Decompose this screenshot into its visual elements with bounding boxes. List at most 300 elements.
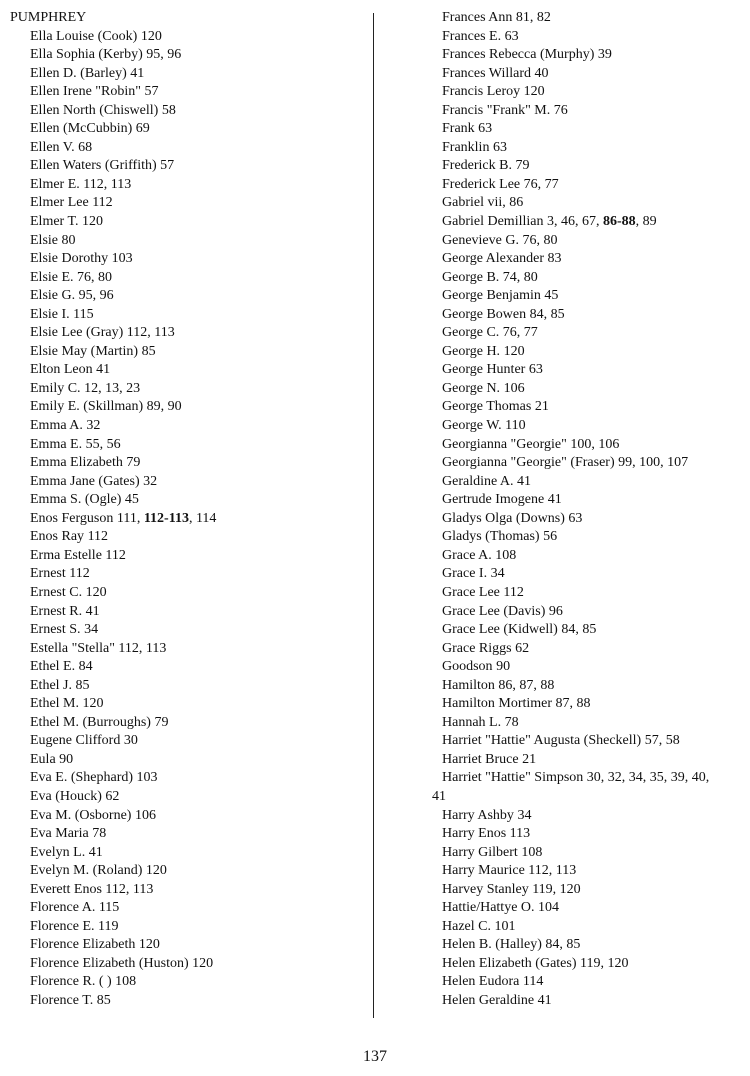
entry-pages: 57 <box>144 84 159 100</box>
index-entry <box>10 343 362 362</box>
index-entry <box>422 324 746 343</box>
index-entry <box>422 862 746 881</box>
entry-name: Helen Elizabeth (Gates) <box>442 955 577 971</box>
entry-name: Helen Eudora <box>442 974 520 990</box>
entry-name: Ellen (McCubbin) <box>30 121 133 137</box>
entry-name: Elsie Lee (Gray) <box>30 325 124 341</box>
entry-name: George Thomas <box>442 399 532 415</box>
entry-pages: 80 <box>61 232 76 248</box>
entry-name: Evelyn M. (Roland) <box>30 863 143 879</box>
index-entry <box>10 844 362 863</box>
entry-name: George Benjamin <box>442 288 541 304</box>
index-entry <box>422 547 746 566</box>
entry-name: Eugene Clifford <box>30 733 121 749</box>
index-entry <box>10 714 362 733</box>
index-entry <box>10 825 362 844</box>
index-entry <box>10 603 362 622</box>
entry-pages: 120 <box>145 863 167 879</box>
entry-pages: 83 <box>547 251 562 267</box>
index-entry <box>422 232 746 251</box>
entry-name: Harriet Bruce <box>442 751 519 767</box>
entry-name: George C. <box>442 325 500 341</box>
entry-pages: 99, 100, 107 <box>618 455 689 471</box>
entry-name: Elmer T. <box>30 214 79 230</box>
entry-pages: 41 <box>88 844 103 860</box>
entry-name: Ernest <box>30 566 66 582</box>
entry-pages: 79 <box>154 714 169 730</box>
entry-pages: 112 <box>69 566 90 582</box>
entry-pages: 96 <box>548 603 563 619</box>
entry-pages: 100, 106 <box>570 436 620 452</box>
index-entry <box>422 881 746 900</box>
entry-name: Goodson <box>442 659 493 675</box>
entry-pages: 87, 88 <box>555 696 591 712</box>
entry-name: Harvey Stanley <box>442 881 529 897</box>
index-entry <box>422 46 746 65</box>
entry-pages: 115 <box>98 900 120 916</box>
index-entry <box>422 732 746 751</box>
index-entry <box>10 992 362 1011</box>
entry-name: Helen B. (Halley) <box>442 937 542 953</box>
entry-pages: 120 <box>85 584 107 600</box>
entry-pages: 84, 85 <box>545 937 581 953</box>
entry-name: Frances Rebecca (Murphy) <box>442 47 595 63</box>
entry-name: Florence A. <box>30 900 96 916</box>
entry-pages: 45 <box>124 492 139 508</box>
index-entry <box>10 491 362 510</box>
index-entry <box>10 936 362 955</box>
index-entry <box>10 65 362 84</box>
entry-pages: 112, 113 <box>118 640 167 656</box>
index-entry <box>10 918 362 937</box>
index-entry <box>10 436 362 455</box>
entry-name: Frances Willard <box>442 65 531 81</box>
entry-pages: 30 <box>123 733 138 749</box>
index-entry <box>422 120 746 139</box>
entry-pages: 89, 90 <box>146 399 182 415</box>
index-entry <box>422 102 746 121</box>
entry-name: Hannah L. <box>442 714 502 730</box>
entry-pages: 62 <box>515 640 530 656</box>
entry-name: Francis Leroy <box>442 84 521 100</box>
index-entry <box>422 677 746 696</box>
entry-pages: 112, 113 <box>105 881 154 897</box>
entry-name: Elsie Dorothy <box>30 251 109 267</box>
entry-name: Genevieve G. <box>442 232 519 248</box>
entry-pages: 120 <box>138 937 160 953</box>
index-entry <box>422 769 746 788</box>
entry-name: Elsie May (Martin) <box>30 343 139 359</box>
entry-name: Elsie I. <box>30 306 70 322</box>
index-entry <box>10 213 362 232</box>
entry-pages: 21 <box>534 399 549 415</box>
entry-pages: 63 <box>492 139 507 155</box>
entry-name: Frances E. <box>442 28 502 44</box>
index-entry <box>422 695 746 714</box>
entry-pages: 32 <box>143 473 158 489</box>
entry-pages: 112, 113 <box>126 325 175 341</box>
entry-pages: 76, 80 <box>522 232 558 248</box>
index-entry <box>10 380 362 399</box>
entry-name: George Hunter <box>442 362 526 378</box>
entry-pages: 114 <box>522 974 544 990</box>
entry-pages: 90 <box>59 751 74 767</box>
entry-pages: 120 <box>81 214 103 230</box>
index-entry <box>10 973 362 992</box>
index-entry <box>10 324 362 343</box>
entry-name: Grace A. <box>442 547 492 563</box>
index-entry <box>422 640 746 659</box>
entry-pages: 103 <box>111 251 133 267</box>
index-entry <box>10 584 362 603</box>
index-entry <box>422 565 746 584</box>
index-entry <box>422 398 746 417</box>
index-entry <box>10 955 362 974</box>
entry-pages: 58 <box>161 102 176 118</box>
entry-name: Emma Elizabeth <box>30 455 123 471</box>
entry-pages: 111, <box>116 510 141 526</box>
index-entry <box>422 306 746 325</box>
entry-name: Ellen D. (Barley) <box>30 65 127 81</box>
index-column-right <box>422 9 746 1011</box>
entry-name: Frederick Lee <box>442 176 521 192</box>
entry-pages: 3, 46, 67, <box>546 214 600 230</box>
index-entry <box>422 491 746 510</box>
entry-name: Hamilton <box>442 677 495 693</box>
entry-name: Ellen Waters (Griffith) <box>30 158 157 174</box>
entry-name: Emily E. (Skillman) <box>30 399 144 415</box>
entry-pages: 112 <box>503 584 524 600</box>
entry-pages: 55, 56 <box>85 436 121 452</box>
index-entry <box>10 862 362 881</box>
entry-pages: 41 <box>96 362 111 378</box>
entry-pages: 110 <box>505 418 526 434</box>
entry-name: Francis "Frank" M. <box>442 102 551 118</box>
entry-pages: 112, 113 <box>528 863 577 879</box>
entry-pages: 45 <box>544 288 559 304</box>
entry-pages-bold: 86-88 <box>602 214 636 230</box>
entry-pages: 95, 96 <box>146 47 182 63</box>
entry-name: Elsie <box>30 232 58 248</box>
entry-pages: 41 <box>517 473 532 489</box>
entry-pages: 103 <box>136 770 158 786</box>
entry-name: Ella Sophia (Kerby) <box>30 47 143 63</box>
index-entry <box>422 528 746 547</box>
entry-name: Emily C. <box>30 380 81 396</box>
entry-pages: 63 <box>478 121 493 137</box>
index-entry <box>422 658 746 677</box>
entry-pages-after: , 89 <box>635 214 657 230</box>
entry-name: Eula <box>30 751 56 767</box>
index-entry <box>422 973 746 992</box>
entry-pages: 120 <box>523 84 545 100</box>
entry-pages: 41 <box>130 65 145 81</box>
entry-pages: 63 <box>568 510 583 526</box>
column-divider <box>373 13 374 1018</box>
entry-pages: 112 <box>92 195 113 211</box>
entry-pages: 84, 85 <box>529 306 565 322</box>
entry-pages: 106 <box>134 807 156 823</box>
index-entry <box>10 102 362 121</box>
entry-name: Florence Elizabeth (Huston) <box>30 955 189 971</box>
entry-pages: 85 <box>96 992 111 1008</box>
entry-name: Emma S. (Ogle) <box>30 492 122 508</box>
entry-name: Hattie/Hattye O. <box>442 900 535 916</box>
index-heading: PUMPHREY <box>10 10 87 25</box>
entry-name: Elsie G. <box>30 288 76 304</box>
entry-pages: 84 <box>78 659 93 675</box>
index-entry-continuation: 41 <box>432 788 446 804</box>
index-entry <box>422 343 746 362</box>
index-entry <box>10 28 362 47</box>
entry-name: Elsie E. <box>30 269 74 285</box>
entry-name: Harry Enos <box>442 826 507 842</box>
index-entry <box>10 547 362 566</box>
entry-name: Ethel M. <box>30 696 79 712</box>
entry-pages: 34 <box>490 566 505 582</box>
index-entry <box>10 899 362 918</box>
entry-pages: 120 <box>503 343 525 359</box>
entry-name: Gabriel Demillian <box>442 214 544 230</box>
entry-name: Franklin <box>442 139 490 155</box>
entry-name: Enos Ray <box>30 529 85 545</box>
entry-name: Hazel C. <box>442 918 491 934</box>
entry-name: Ernest C. <box>30 584 83 600</box>
entry-name: Grace Riggs <box>442 640 512 656</box>
entry-name: George Alexander <box>442 251 544 267</box>
entry-pages: 86, 87, 88 <box>498 677 555 693</box>
entry-pages: 76, 80 <box>77 269 113 285</box>
entry-pages: 76, 77 <box>502 325 538 341</box>
entry-pages: 90 <box>496 659 511 675</box>
entry-pages: 57 <box>160 158 175 174</box>
entry-pages: 119, 120 <box>532 881 581 897</box>
index-entry <box>422 603 746 622</box>
entry-pages: 76 <box>553 102 568 118</box>
index-entry <box>422 825 746 844</box>
index-entry <box>10 306 362 325</box>
entry-pages: 32 <box>86 418 101 434</box>
index-entry <box>10 454 362 473</box>
index-entry <box>422 454 746 473</box>
entry-pages: 34 <box>517 807 532 823</box>
entry-name: Florence R. ( ) <box>30 974 112 990</box>
entry-name: Ellen North (Chiswell) <box>30 102 159 118</box>
entry-name: Harry Gilbert <box>442 844 518 860</box>
index-entry <box>10 417 362 436</box>
index-entry <box>10 732 362 751</box>
entry-pages: 78 <box>504 714 519 730</box>
entry-pages: 119, 120 <box>580 955 629 971</box>
entry-name: George Bowen <box>442 306 527 322</box>
entry-pages: 108 <box>115 974 137 990</box>
index-entry <box>422 714 746 733</box>
index-entry <box>422 621 746 640</box>
index-entry <box>10 788 362 807</box>
index-entry <box>10 528 362 547</box>
index-entry <box>10 139 362 158</box>
entry-pages: 120 <box>192 955 214 971</box>
index-entry <box>422 287 746 306</box>
index-entry <box>422 157 746 176</box>
entry-name: George N. <box>442 380 501 396</box>
index-entry <box>10 565 362 584</box>
entry-name: Elmer Lee <box>30 195 89 211</box>
entry-name: Gertrude Imogene <box>442 492 545 508</box>
index-column-left <box>10 9 362 1011</box>
entry-pages: 57, 58 <box>644 733 680 749</box>
entry-name: Ernest R. <box>30 603 83 619</box>
index-entry <box>422 918 746 937</box>
index-entry <box>422 176 746 195</box>
entry-name: Helen Geraldine <box>442 992 535 1008</box>
index-entry <box>10 751 362 770</box>
entry-name: Evelyn L. <box>30 844 86 860</box>
entry-pages: 112, 113 <box>83 176 132 192</box>
index-entry <box>422 139 746 158</box>
index-entry <box>10 287 362 306</box>
index-entry <box>10 510 362 529</box>
entry-pages-bold: 112-113 <box>143 510 189 526</box>
entry-pages: 101 <box>494 918 516 934</box>
index-entry <box>422 83 746 102</box>
entry-pages: 113 <box>509 826 531 842</box>
entry-pages: 106 <box>503 380 525 396</box>
entry-pages: 74, 80 <box>502 269 538 285</box>
entry-name: Gabriel <box>442 195 484 211</box>
entry-name: Frank <box>442 121 475 137</box>
entry-name: George W. <box>442 418 502 434</box>
entry-name: Grace Lee (Davis) <box>442 603 546 619</box>
entry-pages: 115 <box>73 306 94 322</box>
index-entry <box>422 955 746 974</box>
entry-pages: 119 <box>98 918 119 934</box>
entry-name: Hamilton Mortimer <box>442 696 553 712</box>
entry-pages: 40 <box>534 65 549 81</box>
entry-pages: 120 <box>82 696 104 712</box>
index-entry <box>422 899 746 918</box>
entry-name: Elton Leon <box>30 362 93 378</box>
page-number: 137 <box>363 1048 387 1065</box>
index-entry <box>422 936 746 955</box>
entry-name: Grace Lee <box>442 584 500 600</box>
entry-name: Ethel E. <box>30 659 76 675</box>
entry-name: Georgianna "Georgie" <box>442 436 567 452</box>
entry-name: Emma E. <box>30 436 83 452</box>
index-entry <box>10 658 362 677</box>
index-entry <box>10 621 362 640</box>
entry-pages: 30, 32, 34, 35, 39, 40, <box>586 770 710 786</box>
index-entry <box>422 380 746 399</box>
entry-pages: 76, 77 <box>523 176 559 192</box>
entry-pages: 112 <box>105 547 126 563</box>
entry-pages: 84, 85 <box>561 622 597 638</box>
entry-pages: 12, 13, 23 <box>84 380 141 396</box>
index-entry <box>422 417 746 436</box>
entry-name: George H. <box>442 343 501 359</box>
index-entry <box>10 269 362 288</box>
entry-pages: 21 <box>522 751 537 767</box>
entry-name: Eva (Houck) <box>30 788 102 804</box>
entry-name: Eva M. (Osborne) <box>30 807 132 823</box>
entry-name: Ernest S. <box>30 622 81 638</box>
entry-pages: 108 <box>521 844 543 860</box>
entry-name: Estella "Stella" <box>30 640 115 656</box>
entry-name: Enos Ferguson <box>30 510 114 526</box>
entry-pages: 39 <box>597 47 612 63</box>
index-entry <box>422 213 746 232</box>
index-entry <box>10 769 362 788</box>
entry-pages: 68 <box>78 139 93 155</box>
index-entry <box>10 250 362 269</box>
index-entry <box>422 751 746 770</box>
entry-pages: 63 <box>504 28 519 44</box>
entry-name: Ella Louise (Cook) <box>30 28 138 44</box>
entry-name: Florence E. <box>30 918 95 934</box>
entry-name: Emma Jane (Gates) <box>30 473 140 489</box>
entry-pages: 62 <box>105 788 120 804</box>
entry-pages: 95, 96 <box>78 288 114 304</box>
entry-name: Frederick B. <box>442 158 512 174</box>
index-entry <box>422 9 746 28</box>
entry-pages: 56 <box>543 529 558 545</box>
entry-pages: 78 <box>92 826 107 842</box>
entry-name: Georgianna "Georgie" (Fraser) <box>442 455 615 471</box>
entry-name: Harry Maurice <box>442 863 525 879</box>
entry-name: Geraldine A. <box>442 473 514 489</box>
entry-name: Gladys (Thomas) <box>442 529 540 545</box>
index-entry <box>422 194 746 213</box>
index-entry <box>10 83 362 102</box>
entry-name: Ethel J. <box>30 677 72 693</box>
entry-name: Everett Enos <box>30 881 102 897</box>
entry-pages: 81, 82 <box>515 10 551 25</box>
index-entry <box>10 120 362 139</box>
entry-name: Eva Maria <box>30 826 89 842</box>
entry-name: Elmer E. <box>30 176 80 192</box>
entry-name: Florence T. <box>30 992 94 1008</box>
index-entry <box>10 640 362 659</box>
index-entry <box>422 510 746 529</box>
index-entry <box>10 807 362 826</box>
index-entry <box>422 992 746 1011</box>
index-entry <box>10 398 362 417</box>
index-entry <box>10 881 362 900</box>
entry-name: Emma A. <box>30 418 83 434</box>
entry-name: Gladys Olga (Downs) <box>442 510 565 526</box>
entry-name: Erma Estelle <box>30 547 102 563</box>
index-entry <box>422 28 746 47</box>
index-entry <box>422 584 746 603</box>
entry-pages: 79 <box>515 158 530 174</box>
entry-pages: 63 <box>528 362 543 378</box>
entry-pages: 85 <box>141 343 156 359</box>
entry-pages: 34 <box>84 622 99 638</box>
index-entry <box>10 194 362 213</box>
entry-pages: 85 <box>75 677 90 693</box>
entry-pages: 120 <box>140 28 162 44</box>
index-entry <box>10 695 362 714</box>
index-entry <box>10 157 362 176</box>
entry-name: Eva E. (Shephard) <box>30 770 134 786</box>
index-entry <box>10 473 362 492</box>
entry-name: Ellen V. <box>30 139 75 155</box>
index-entry <box>422 269 746 288</box>
entry-pages: 79 <box>126 455 141 471</box>
index-entry <box>422 473 746 492</box>
index-entry <box>422 250 746 269</box>
index-entry <box>422 65 746 84</box>
